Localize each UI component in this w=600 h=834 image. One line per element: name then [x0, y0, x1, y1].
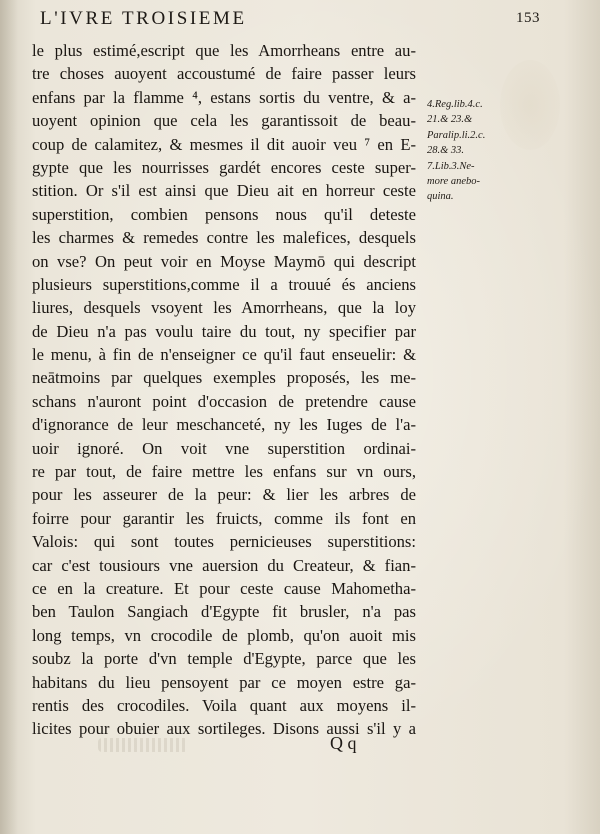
- marginal-note: quina.: [427, 191, 454, 203]
- text-line: tre choses auoyent accoustumé de faire passer leurs: [32, 64, 416, 84]
- text-line: gypte que les nourrisses gardét encores ceste super-: [32, 157, 416, 177]
- running-head: L'IVRE TROISIEME: [40, 8, 247, 29]
- text-line: le plus estimé,escript que les Amorrheans entre au-: [32, 41, 416, 60]
- text-line: ce en la creature. Et pour ceste cause Mahometha-: [32, 578, 416, 598]
- text-line: superstition, combien pensons nous qu'il deteste: [32, 204, 416, 224]
- text-line: long temps, vn crocodile de plomb, qu'on auoit mis: [32, 625, 416, 645]
- text-line: foirre pour garantir les fruicts, comme ils font en: [32, 508, 416, 528]
- text-line: neātmoins par quelques exemples proposés, les me-: [32, 368, 416, 388]
- text-line: uoyent opinion que cela les garantissoit de beau-: [32, 111, 416, 131]
- text-line: liures, desquels vsoyent les Amorrheans, que la loy: [32, 298, 416, 318]
- text-line: on vse? On peut voir en Moyse Maymō qui descript: [32, 251, 416, 271]
- marginal-note: more anebo-: [427, 175, 480, 187]
- marginal-note: 7.Lib.3.Ne-: [427, 160, 475, 172]
- text-line: de Dieu n'a pas voulu taire du tout, ny specifier par: [32, 321, 416, 341]
- text-line: re par tout, de faire mettre les enfans sur vn ours,: [32, 462, 416, 482]
- text-line: rentis des crocodiles. Voila quant aux moyens il-: [32, 695, 416, 715]
- text-line: plusieurs superstitions,comme il a trouué és anciens: [32, 274, 416, 294]
- page-header: [40, 8, 540, 32]
- marginal-note: 21.& 23.&: [427, 114, 473, 126]
- text-line: licites pour obuier aux sortileges. Disons aussi s'il y a: [32, 719, 416, 739]
- marginal-note: 4.Reg.lib.4.c.: [427, 99, 483, 110]
- body-text: [32, 39, 416, 741]
- text-line: les charmes & remedes contre les malefices, desquels: [32, 228, 416, 248]
- marginal-notes: [427, 97, 527, 205]
- text-line: soubz la porte d'vn temple d'Egypte, parce que les: [32, 649, 416, 669]
- text-line: ben Taulon Sangiach d'Egypte fit brusler, n'a pas: [32, 602, 416, 622]
- text-line: Valois: qui sont toutes pernicieuses superstitions:: [32, 532, 416, 552]
- text-line: coup de calamitez, & mesmes il dit auoir veu ⁷ en E-: [32, 134, 416, 154]
- text-line: stition. Or s'il est ainsi que Dieu ait en horreur ceste: [32, 181, 416, 201]
- text-line: car c'est tousiours vne auersion du Createur, & fian-: [32, 555, 416, 575]
- page-number: 153: [516, 10, 540, 26]
- text-line: uoir ignoré. On voit vne superstition ordinai-: [32, 438, 416, 458]
- text-line: le menu, à fin de n'enseigner ce qu'il faut enseuelir: &: [32, 345, 416, 365]
- ink-bleed-through: [98, 738, 188, 752]
- catchword: Q q: [330, 733, 357, 753]
- text-line: habitans du lieu pensoyent par ce moyen estre ga-: [32, 672, 416, 692]
- text-line: pour les asseurer de la peur: & lier les arbres de: [32, 485, 416, 505]
- text-line: schans n'auront point d'occasion de pretendre cause: [32, 391, 416, 411]
- text-line: d'ignorance de leur meschanceté, ny les Iuges de l'a-: [32, 415, 416, 435]
- marginal-note: Paralip.li.2.c.: [427, 129, 486, 141]
- marginal-note: 28.& 33.: [427, 145, 465, 157]
- text-line: enfans par la flamme ⁴, estans sortis du ventre, & a-: [32, 87, 416, 107]
